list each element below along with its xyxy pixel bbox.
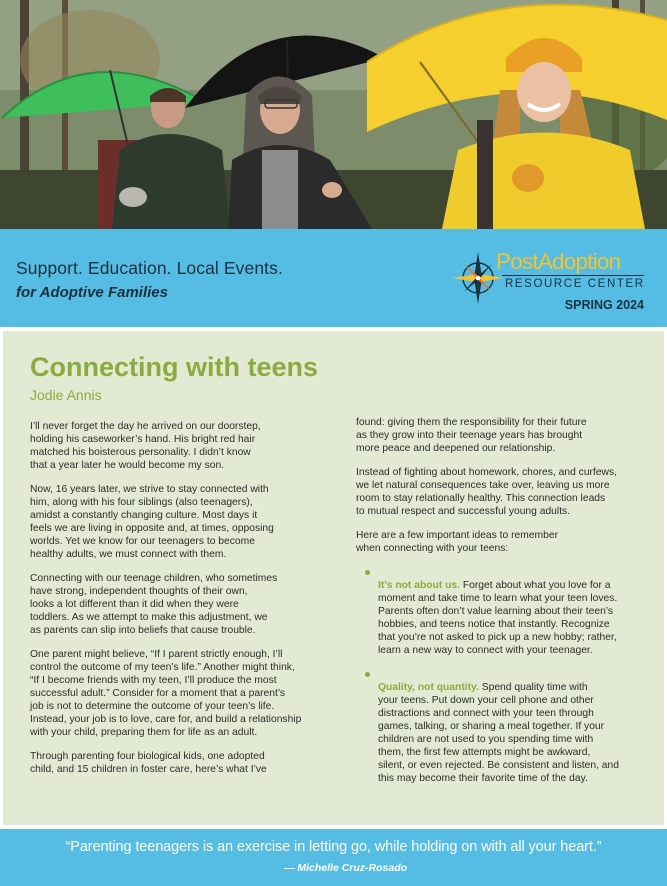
list-item (356, 566, 636, 657)
tip-text: Forget about what you love for a moment and take time to learn what your teen loves. Parents often don’t value learning about their teen’s hobbies, and teens notice that instantly. Recognize that you’re not asked to pick up a new hobby; rather, learn a new way to connect with your teenager. (378, 580, 618, 656)
photo-teens-with-umbrellas-icon (0, 0, 667, 229)
paragraph: Here are a few important ideas to remember when connecting with your teens: (356, 530, 559, 554)
article-panel (3, 331, 664, 825)
hero-photo (0, 0, 667, 229)
tip-text: Spend quality time with your teens. Put down your cell phone and other distractions and connect with your teen through games, talking, or sharing a meal together. If your children are not used to you spending time with them, the first few attempts might be awkward, silent, or even rejected. Be consistent and listen, and this may become their favorite time of the day. (378, 682, 619, 784)
tips-list (356, 566, 636, 785)
paragraph: Now, 16 years later, we strive to stay connected with him, along with his four siblings (also teenagers), amidst a constantly changing culture. Most days it feels we are living in opposite and, at times, opposing worlds. Yet we know for our teenagers to become healthy adults, we must connect with them. (30, 484, 274, 560)
issue-season: SPRING 2024 (564, 298, 644, 312)
paragraph: Instead of fighting about homework, chores, and curfews, we let natural consequences take over, leaving us more room to stay relationally healthy. This connection leads to mutual respect and successful young adults. (356, 467, 618, 517)
bullet-icon (365, 570, 370, 575)
tip-lead: It’s not about us. (378, 580, 460, 591)
post-adoption-logo (452, 246, 652, 322)
tip-lead: Quality, not quantity. (378, 682, 479, 693)
article-right-column (356, 416, 636, 796)
paragraph: Connecting with our teenage children, who sometimes have strong, independent thoughts of their own, looks a lot different than it did when they were toddlers. As we attempt to make this adjustment, we as parents can slip into beliefs that cause trouble. (30, 573, 278, 636)
logo-divider (502, 275, 644, 276)
pull-quote-bar (0, 829, 667, 886)
paragraph: One parent might believe, “If I parent strictly enough, I’ll control the outcome of my teen’s life.” Another might think, “If I become friends with my teen, I’ll produce the most successful adult.” Consider for a moment that a parent’s job is not to determine the outcome of your teen’s life. Instead, your job is to love, care for, and build a relationship with your child, preparing them for life as an adult. (30, 649, 302, 738)
list-item (356, 668, 636, 785)
tagline: Support. Education. Local Events. (16, 258, 283, 278)
bullet-icon (365, 672, 370, 677)
pull-quote: “Parenting teenagers is an exercise in letting go, while holding on with all your heart.” (65, 839, 602, 855)
paragraph: Through parenting four biological kids, one adopted child, and 15 children in foster care, here’s what I’ve (30, 751, 267, 775)
masthead-banner (0, 229, 667, 327)
quote-attribution: — Michelle Cruz-Rosado (283, 862, 408, 874)
article-title: Connecting with teens (30, 352, 319, 382)
article-left-column (30, 420, 315, 787)
subtagline: for Adoptive Families (16, 284, 168, 301)
article-author: Jodie Annis (30, 387, 102, 403)
paragraph: found: giving them the responsibility for their future as they grow into their teenage years has brought more peace and deepened our relationship. (356, 417, 587, 454)
logo-subtitle: RESOURCE CENTER (505, 278, 645, 290)
logo-wordmark: PostAdoption (496, 249, 621, 274)
paragraph: I’ll never forget the day he arrived on our doorstep, holding his caseworker’s hand. His bright red hair matched his boisterous personality. I didn’t know that a year later he would become my son. (30, 421, 261, 471)
